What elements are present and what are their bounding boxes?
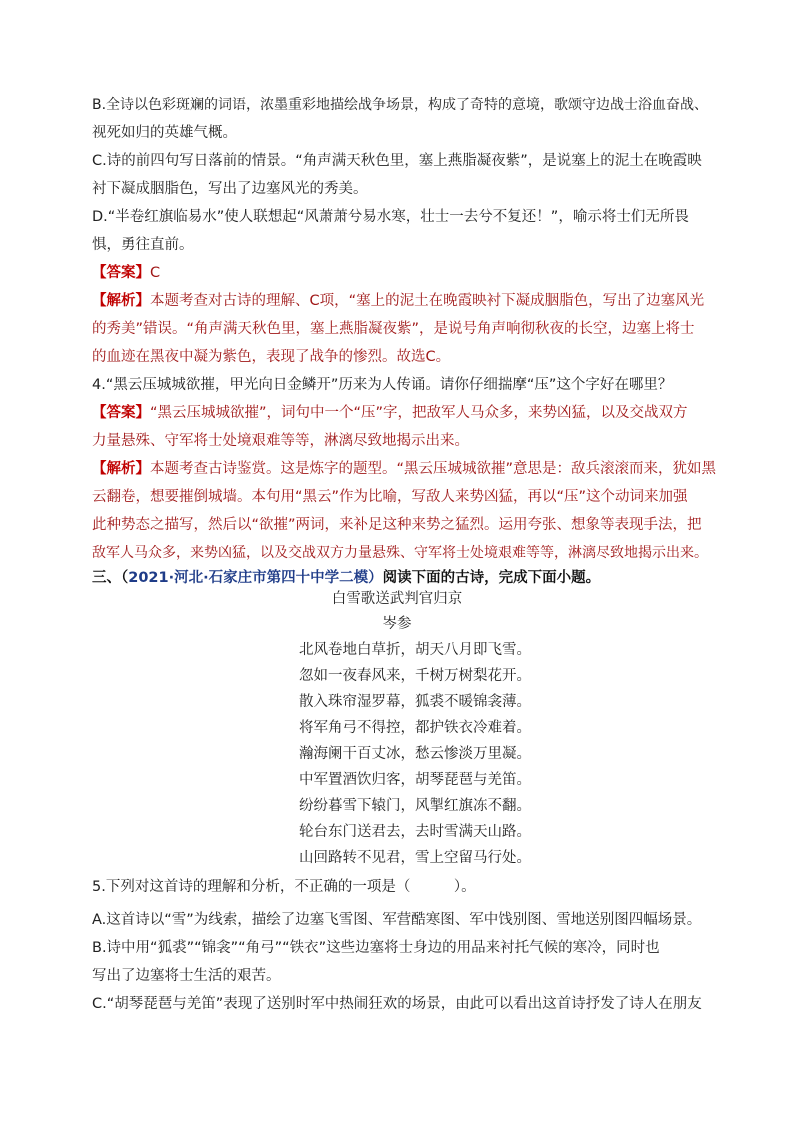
poem-line: 瀚海阑干百丈冰，愁云惨淡万里凝。 bbox=[299, 746, 531, 762]
q5-option-a: A.这首诗以“雪”为线索，描绘了边塞飞雪图、军营酷寒图、军中饯别图、雪地送别图四幅场景。 bbox=[92, 912, 702, 928]
analysis-tag: 【解析】 bbox=[92, 461, 150, 477]
poem-line: 散入珠帘湿罗幕，狐裘不暖锦衾薄。 bbox=[299, 694, 531, 710]
section-instruction: 阅读下面的古诗，完成下面小题。 bbox=[382, 570, 601, 586]
poem-line: 轮台东门送君去，去时雪满天山路。 bbox=[299, 824, 531, 840]
option-b-line-1: B.全诗以色彩斑斓的词语，浓墨重彩地描绘战争场景，构成了奇特的意境，歌颂守边战士浴血奋战、 bbox=[92, 97, 709, 113]
q4-analysis-line-1 bbox=[92, 459, 716, 479]
option-b-line-2: 视死如归的英雄气概。 bbox=[92, 125, 237, 141]
poem-line: 中军置酒饮归客，胡琴琵琶与羌笛。 bbox=[299, 772, 531, 788]
option-c-line-2: 衬下凝成胭脂色，写出了边塞风光的秀美。 bbox=[92, 181, 368, 197]
answer-text: C bbox=[150, 265, 161, 281]
q5-option-b-line-2: 写出了边塞将士生活的艰苦。 bbox=[92, 968, 281, 984]
poem-author: 岑参 bbox=[382, 616, 412, 632]
q4-answer-line-1 bbox=[92, 403, 688, 423]
q4-analysis-line-4: 敌军人马众多，来势凶猛，以及交战双方力量悬殊、守军将士处境艰难等等，淋漓尽致地揭示出来。 bbox=[92, 545, 708, 561]
section-source: 2021·河北·石家庄市第四十中学二模） bbox=[128, 570, 383, 586]
poem-line: 将军角弓不得控，都护铁衣冷难着。 bbox=[299, 720, 531, 736]
analysis-text: 本题考查古诗鉴赏。这是炼字的题型。“黑云压城城欲摧”意思是：敌兵滚滚而来，犹如黑 bbox=[150, 461, 717, 477]
q3-analysis-line-3: 的血迹在黑夜中凝为紫色，表现了战争的惨烈。故选C。 bbox=[92, 349, 451, 365]
poem-line: 北风卷地白草折，胡天八月即飞雪。 bbox=[299, 642, 531, 658]
analysis-text: 本题考查对古诗的理解、C项，“塞上的泥土在晚霞映衬下凝成胭脂色，写出了边塞风光 bbox=[150, 293, 705, 309]
section-three-heading bbox=[92, 568, 600, 588]
answer-text: “黑云压城城欲摧”，词句中一个“压”字，把敌军人马众多，来势凶猛，以及交战双方 bbox=[150, 405, 688, 421]
q4-question: 4.“黑云压城城欲摧，甲光向日金鳞开”历来为人传诵。请你仔细揣摩“压”这个字好在哪里？ bbox=[92, 377, 673, 393]
q4-analysis-line-2: 云翻卷，想要摧倒城墙。本句用“黑云”作为比喻，写敌人来势凶猛，再以“压”这个动词来加强 bbox=[92, 489, 688, 505]
poem-title: 白雪歌送武判官归京 bbox=[331, 591, 463, 607]
poem-line: 纷纷暮雪下辕门，风掣红旗冻不翻。 bbox=[299, 798, 531, 814]
q4-answer-line-2: 力量悬殊、守军将士处境艰难等等，淋漓尽致地揭示出来。 bbox=[92, 433, 469, 449]
poem-line: 山回路转不见君，雪上空留马行处。 bbox=[299, 850, 531, 866]
analysis-tag: 【解析】 bbox=[92, 293, 150, 309]
q3-analysis-line-1 bbox=[92, 291, 704, 311]
q5-question: 5.下列对这首诗的理解和分析，不正确的一项是（ ）。 bbox=[92, 879, 476, 895]
q3-analysis-line-2: 的秀美”错误。“角声满天秋色里，塞上燕脂凝夜紫”，是说号角声响彻秋夜的长空，边塞上将士 bbox=[92, 321, 695, 337]
answer-tag: 【答案】 bbox=[92, 265, 150, 281]
answer-tag: 【答案】 bbox=[92, 405, 150, 421]
option-c-line-1: C.诗的前四句写日落前的情景。“角声满天秋色里，塞上燕脂凝夜紫”，是说塞上的泥土在晚霞映 bbox=[92, 153, 702, 169]
section-prefix: 三、（ bbox=[92, 570, 129, 586]
option-d-line-1: D.“半卷红旗临易水”使人联想起“风萧萧兮易水寒，壮士一去兮不复还！”，喻示将士们无所畏 bbox=[92, 209, 689, 225]
q5-option-c-line-1: C.“胡琴琵琶与羌笛”表现了送别时军中热闹狂欢的场景，由此可以看出这首诗抒发了诗人在朋友 bbox=[92, 996, 702, 1012]
q5-option-b-line-1: B.诗中用“狐裘”“锦衾”“角弓”“铁衣”这些边塞将士身边的用品来衬托气候的寒冷，同时也 bbox=[92, 940, 660, 956]
q3-answer bbox=[92, 263, 160, 283]
option-d-line-2: 惧，勇往直前。 bbox=[92, 237, 194, 253]
poem-line: 忽如一夜春风来，千树万树梨花开。 bbox=[299, 668, 531, 684]
q4-analysis-line-3: 此种势态之描写，然后以“欲摧”两词，来补足这种来势之猛烈。运用夸张、想象等表现手法，把 bbox=[92, 517, 702, 533]
